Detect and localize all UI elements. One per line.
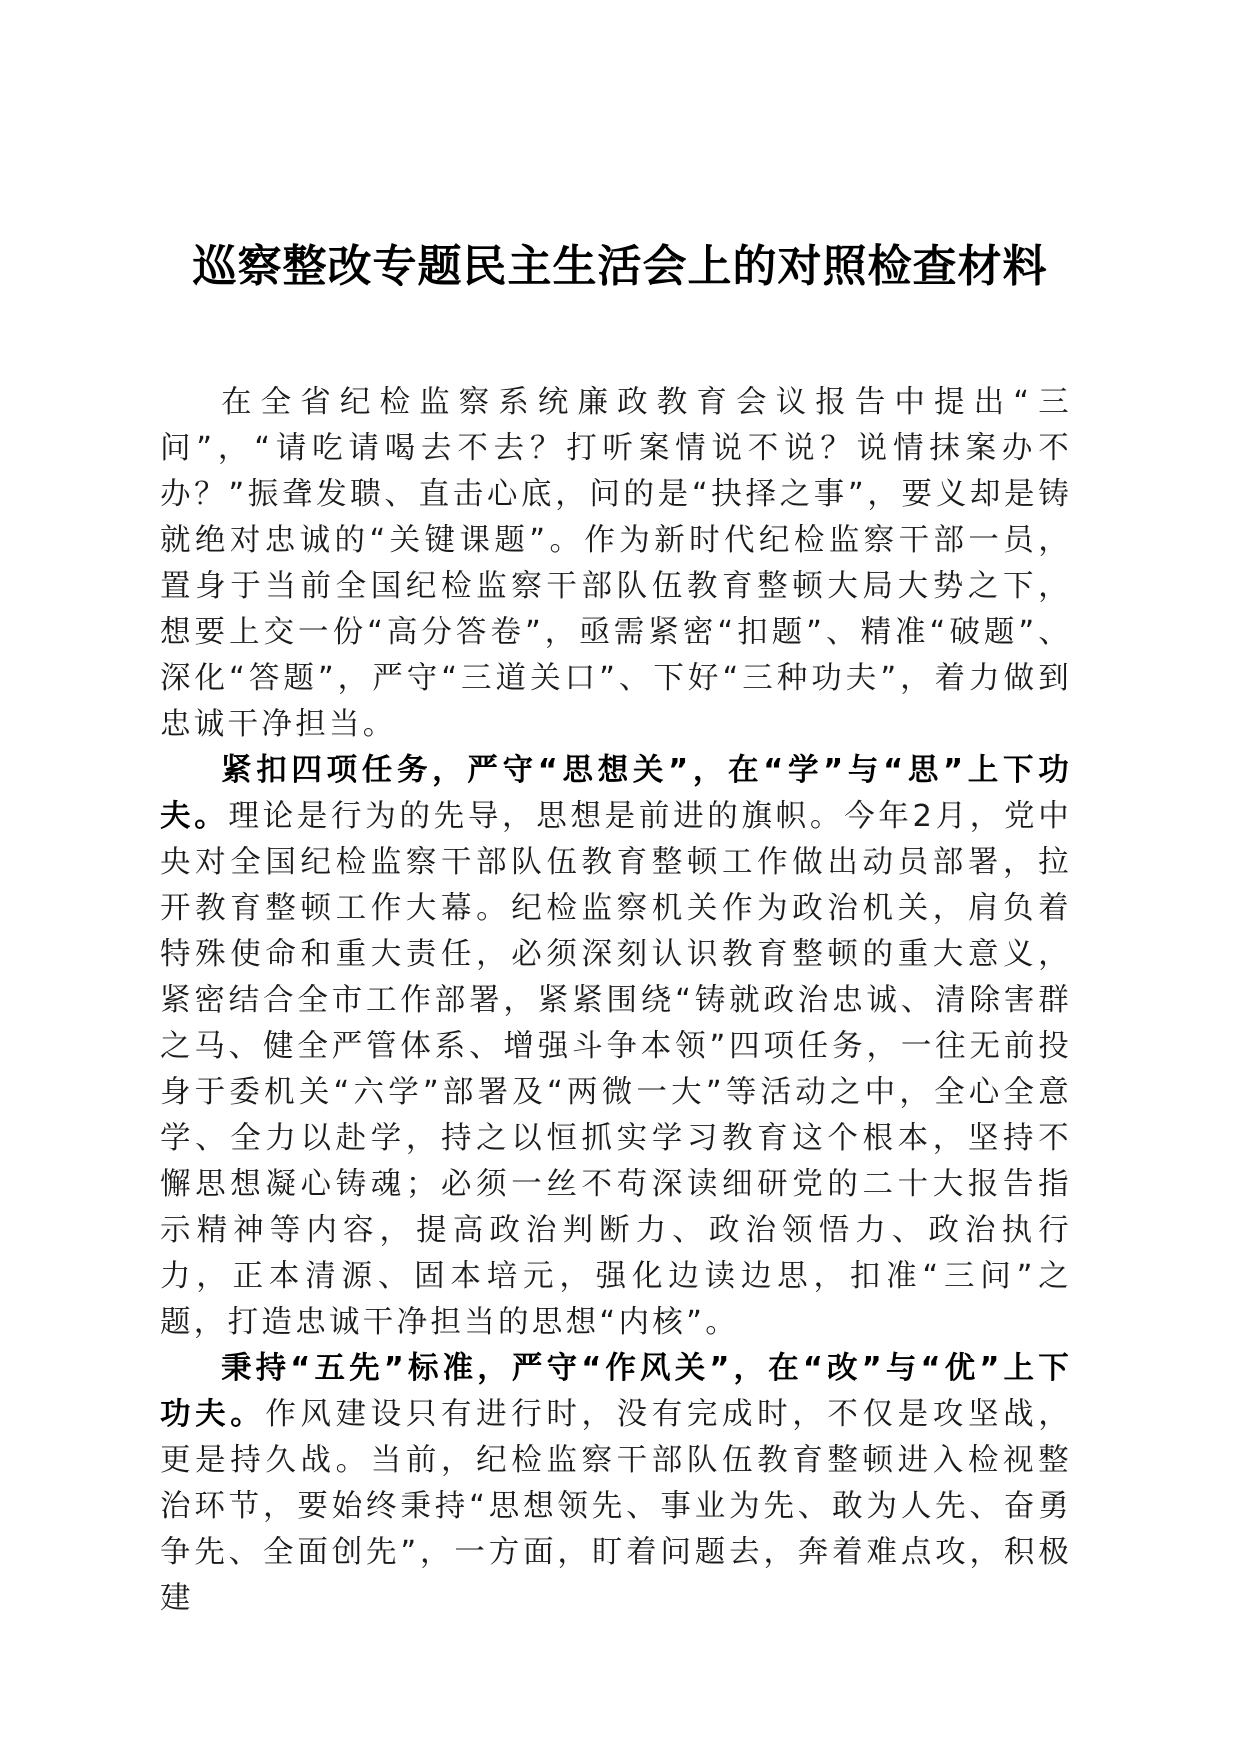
paragraph-text: 理论是行为的先导，思想是前进的旗帜。今年2月，党中央对全国纪检监察干部队伍教育整顿工作做出动员部署，拉开教育整顿工作大幕。纪检监察机关作为政治机关，肩负着特殊使命和重大责任，必须深刻认识教育整顿的重大意义，紧密结合全市工作部署，紧紧围绕“铸就政治忠诚、清除害群之马、健全严管体系、增强斗争本领”四项任务，一往无前投身于委机关“六学”部署及“两微一大”等活动之中，全心全意学、全力以赴学，持之以恒抓实学习教育这个根本，坚持不懈思想凝心铸魂；必须一丝不苟深读细研党的二十大报告指示精神等内容，提高政治判断力、政治领悟力、政治执行力，正本清源、固本培元，强化边读边思，扣准“三问”之题，打造忠诚干净担当的思想“内核”。 — [160, 799, 1073, 1340]
document-body — [160, 380, 1072, 1622]
paragraph-text: 作风建设只有进行时，没有完成时，不仅是攻坚战，更是持久战。当前，纪检监察干部队伍教育整顿进入检视整治环节，要始终秉持“思想领先、事业为先、敢为人先、奋勇争先、全面创先”，一方面，盯着问题去，奔着难点攻，积极建 — [160, 1397, 1072, 1616]
document-title: 巡察整改专题民主生活会上的对照检查材料 — [192, 241, 1048, 292]
paragraph — [160, 380, 1072, 748]
paragraph — [160, 748, 1072, 1346]
paragraph-lead: 紧扣四项任务，严守“思想关”，在“学”与“思”上下功夫。 — [160, 753, 1072, 834]
paragraph — [160, 1346, 1072, 1622]
paragraph-lead: 秉持“五先”标准，严守“作风关”，在“改”与“优”上下功夫。 — [160, 1351, 1072, 1432]
paragraph-text: 在全省纪检监察系统廉政教育会议报告中提出“三问”，“请吃请喝去不去？打听案情说不说？说情抹案办不办？”振聋发聩、直击心底，问的是“抉择之事”，要义却是铸就绝对忠诚的“关键课题”。作为新时代纪检监察干部一员，置身于当前全国纪检监察干部队伍教育整顿大局大势之下，想要上交一份“高分答卷”，亟需紧密“扣题”、精准“破题”、深化“答题”，严守“三道关口”、下好“三种功夫”，着力做到忠诚干净担当。 — [160, 385, 1072, 742]
